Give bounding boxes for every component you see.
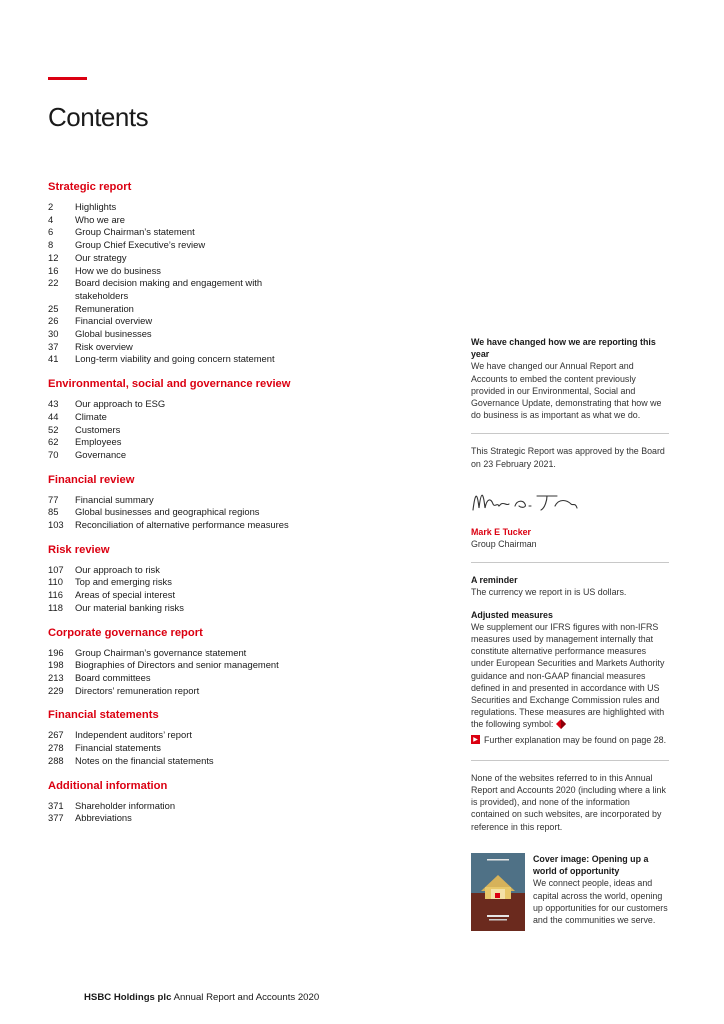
toc-entry[interactable]: [48, 589, 298, 602]
reporting-change-body: We have changed our Annual Report and Accounts to embed the content previously provided in our Environmental, Social and Governance Update, demonstrating that how we do business is as important as what we do.: [471, 361, 662, 421]
toc-page-number: 377: [48, 812, 64, 824]
chairman-signature: [471, 484, 669, 518]
toc-page-number: 43: [48, 398, 59, 410]
toc-entry-label: Employees: [75, 436, 122, 448]
toc-entry-label: Climate: [75, 410, 107, 422]
table-of-contents: [48, 180, 298, 836]
toc-entry[interactable]: [48, 576, 298, 589]
toc-section-heading: Risk review: [48, 543, 110, 556]
toc-entry-label: Group Chief Executive’s review: [75, 239, 206, 251]
toc-page-number: 37: [48, 340, 59, 352]
toc-entry[interactable]: [48, 685, 298, 698]
apm-diamond-icon: [556, 719, 566, 729]
toc-page-number: 70: [48, 448, 59, 460]
toc-entry-label: Shareholder information: [75, 799, 176, 811]
toc-entry[interactable]: [48, 353, 298, 366]
toc-entry[interactable]: [48, 449, 298, 462]
toc-page-number: 6: [48, 226, 54, 238]
toc-entry-label: Top and emerging risks: [75, 576, 172, 588]
toc-entry[interactable]: [48, 729, 298, 742]
toc-entry[interactable]: [48, 277, 298, 302]
toc-page-number: 4: [48, 213, 54, 225]
toc-entry-label: Financial statements: [75, 742, 161, 754]
toc-entry-label: Independent auditors’ report: [75, 729, 192, 741]
divider: [471, 760, 669, 761]
toc-entry-label: Long-term viability and going concern statement: [75, 353, 275, 365]
toc-entry-label: Our strategy: [75, 251, 127, 263]
toc-entry-label: Directors’ remuneration report: [75, 684, 200, 696]
page-title: Contents: [48, 102, 149, 132]
toc-entry[interactable]: [48, 424, 298, 437]
divider: [471, 433, 669, 434]
toc-entry[interactable]: [48, 742, 298, 755]
toc-entry-label: Our approach to risk: [75, 563, 160, 575]
toc-entry[interactable]: [48, 214, 298, 227]
toc-entry-label: Notes on the financial statements: [75, 754, 214, 766]
toc-entry[interactable]: [48, 602, 298, 615]
toc-entry-label: Highlights: [75, 201, 117, 212]
toc-entry-label: Abbreviations: [75, 812, 132, 824]
toc-entry[interactable]: [48, 341, 298, 354]
toc-entry-label: Risk overview: [75, 340, 133, 352]
toc-page-number: 52: [48, 423, 59, 435]
toc-page-number: 213: [48, 671, 64, 683]
further-explanation: ▶ Further explanation may be found on page 28.: [471, 734, 669, 746]
page-footer: [84, 992, 319, 1003]
adjusted-measures-heading: Adjusted measures: [471, 609, 553, 620]
toc-page-number: 30: [48, 328, 59, 340]
cover-image-block: [471, 853, 669, 931]
toc-page-number: 288: [48, 754, 64, 766]
toc-entry-label: Our approach to ESG: [75, 398, 166, 410]
arrow-right-icon: ▶: [471, 735, 480, 744]
toc-entry[interactable]: [48, 265, 298, 278]
toc-section-heading: Financial review: [48, 473, 135, 486]
toc-page-number: 85: [48, 506, 59, 518]
reporting-change-heading: We have changed how we are reporting this year: [471, 337, 656, 360]
toc-entry[interactable]: [48, 755, 298, 768]
toc-entry-label: Reconciliation of alternative performance measures: [75, 519, 289, 531]
toc-entry[interactable]: [48, 201, 298, 214]
toc-page-number: 2: [48, 201, 54, 212]
toc-entry[interactable]: [48, 647, 298, 660]
toc-entry[interactable]: [48, 672, 298, 685]
toc-entry-label: Board committees: [75, 671, 151, 683]
toc-entry[interactable]: [48, 239, 298, 252]
toc-page-number: 278: [48, 742, 64, 754]
toc-section: [48, 377, 298, 462]
cover-image-heading: Cover image: Opening up a world of opportunity: [533, 853, 649, 877]
toc-section: [48, 626, 298, 698]
toc-entry[interactable]: [48, 659, 298, 672]
toc-section-heading: Additional information: [48, 779, 168, 792]
signer-title: Group Chairman: [471, 539, 537, 550]
toc-entry[interactable]: [48, 812, 298, 825]
toc-page-number: 22: [48, 277, 59, 289]
toc-page-number: 77: [48, 493, 59, 505]
toc-entry[interactable]: [48, 328, 298, 341]
toc-page-number: 62: [48, 436, 59, 448]
toc-page-number: 41: [48, 353, 59, 365]
toc-section: [48, 779, 298, 825]
toc-entry[interactable]: [48, 436, 298, 449]
toc-page-number: 26: [48, 315, 59, 327]
toc-page-number: 12: [48, 251, 59, 263]
toc-entry-label: Biographies of Directors and senior management: [75, 659, 279, 671]
toc-entry-label: Financial overview: [75, 315, 153, 327]
toc-page-number: 44: [48, 410, 59, 422]
divider: [471, 562, 669, 563]
toc-page-number: 229: [48, 684, 64, 696]
toc-page-number: 8: [48, 239, 54, 251]
signer-name: Mark E Tucker: [471, 526, 532, 537]
toc-section-heading: Strategic report: [48, 181, 132, 193]
footer-title: Annual Report and Accounts 2020: [173, 992, 320, 1003]
toc-entry[interactable]: [48, 506, 298, 519]
toc-entry-label: Governance: [75, 448, 127, 460]
toc-section: [48, 543, 298, 615]
toc-entry-label: Board decision making and engagement with stakeholders: [75, 277, 263, 301]
toc-page-number: 107: [48, 563, 64, 575]
toc-section: [48, 473, 298, 532]
toc-section: [48, 180, 298, 366]
cover-image-body: We connect people, ideas and capital across the world, opening up opportunities for our customers and the communities we serve.: [533, 878, 668, 925]
reminder-heading: A reminder: [471, 575, 518, 586]
toc-entry[interactable]: [48, 252, 298, 265]
toc-entry[interactable]: [48, 315, 298, 328]
toc-entry-label: Global businesses and geographical regions: [75, 506, 260, 518]
approval-statement: This Strategic Report was approved by the Board on 23 February 2021.: [471, 446, 665, 469]
toc-section: [48, 708, 298, 767]
toc-page-number: 198: [48, 659, 64, 671]
toc-page-number: 371: [48, 799, 64, 811]
sidebar-notes: [471, 336, 669, 931]
toc-entry-label: Global businesses: [75, 328, 152, 340]
cover-image-thumbnail: [471, 853, 525, 931]
toc-entry-label: Areas of special interest: [75, 589, 176, 601]
toc-page-number: 196: [48, 646, 64, 658]
toc-entry[interactable]: [48, 564, 298, 577]
toc-entry[interactable]: [48, 411, 298, 424]
toc-entry-label: Financial summary: [75, 493, 154, 505]
toc-entry-label: Who we are: [75, 213, 126, 225]
toc-entry[interactable]: [48, 494, 298, 507]
toc-page-number: 16: [48, 264, 59, 276]
footer-brand: HSBC Holdings plc: [84, 992, 172, 1003]
toc-entry-label: Our material banking risks: [75, 601, 184, 613]
toc-entry-label: Group Chairman’s governance statement: [75, 646, 247, 658]
toc-entry-label: Group Chairman’s statement: [75, 226, 195, 238]
toc-entry[interactable]: [48, 226, 298, 239]
toc-entry-label: Customers: [75, 423, 121, 435]
toc-entry[interactable]: [48, 519, 298, 532]
toc-entry[interactable]: [48, 800, 298, 813]
toc-section-heading: Corporate governance report: [48, 626, 203, 639]
toc-entry-label: Remuneration: [75, 302, 134, 314]
toc-page-number: 25: [48, 302, 59, 314]
toc-entry[interactable]: [48, 398, 298, 411]
adjusted-measures-body: We supplement our IFRS figures with non-IFRS measures used by management internally that constitute alternative performance measures under European Securities and Markets Authority guidance and non-GAAP financial measures defined in and presented in accordance with US Securities and Exchange Commission rules and regulations. These measures are highlighted with the following symbol:: [471, 621, 665, 730]
toc-page-number: 116: [48, 589, 63, 601]
signature-image: [471, 484, 591, 518]
toc-entry[interactable]: [48, 303, 298, 316]
toc-section-heading: Environmental, social and governance review: [48, 378, 291, 391]
toc-page-number: 267: [48, 729, 64, 741]
toc-page-number: 103: [48, 519, 64, 531]
toc-section-heading: Financial statements: [48, 709, 159, 722]
reminder-body: The currency we report in is US dollars.: [471, 587, 627, 598]
title-accent-bar: [48, 77, 87, 80]
toc-entry-label: How we do business: [75, 264, 161, 276]
toc-page-number: 110: [48, 576, 63, 588]
toc-page-number: 118: [48, 601, 63, 613]
websites-disclaimer: None of the websites referred to in this Annual Report and Accounts 2020 (including where a link is provided), and none of the information contained on such websites, are incorporated by reference in this report.: [471, 772, 666, 832]
